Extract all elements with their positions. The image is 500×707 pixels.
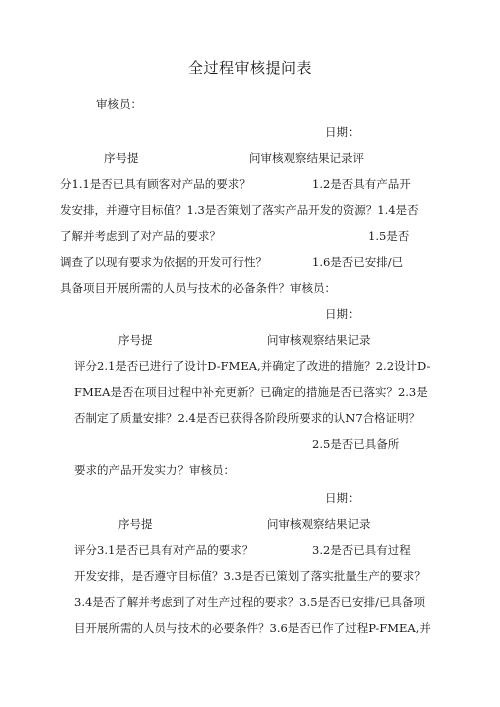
text-line: FMEA是否在项目过程中补充更新？已确定的措施是否已落实？2.3是 <box>74 385 428 399</box>
table-header-right: 问审核观察结果记录评 <box>249 151 364 165</box>
table-header-left: 序号提 <box>104 151 139 165</box>
table-header-left: 序号提 <box>118 517 153 531</box>
date-label: 日期： <box>325 491 360 505</box>
date-label: 日期： <box>325 307 360 321</box>
text-line: 目开展所需的人员与技术的必要条件？3.6是否已作了过程P-FMEA,并 <box>74 621 431 635</box>
table-header-right: 问审核观察结果记录 <box>267 333 371 347</box>
text-line: 具备项目开展所需的人员与技术的必备条件？审核员： <box>60 281 336 295</box>
text-line: 2.5是否已具备所 <box>312 437 400 451</box>
text-line: 1.5是否 <box>368 229 410 243</box>
text-line: 3.4是否了解并考虑到了对生产过程的要求？3.5是否已安排/已具备项 <box>74 595 425 609</box>
date-label: 日期： <box>325 125 360 139</box>
text-line: 1.2是否具有产品开 <box>312 177 411 191</box>
text-line: 否制定了质量安排？2.4是否已获得各阶段所要求的认N7合格证明？ <box>74 411 421 425</box>
text-line: 3.2是否已具有过程 <box>312 543 411 557</box>
text-line: 评分2.1是否已进行了设计D-FMEA,并确定了改进的措施？2.2设计D- <box>74 359 431 373</box>
text-line: 分1.1是否已具有顾客对产品的要求？ <box>60 177 251 191</box>
text-line: 要求的产品开发实力？审核员： <box>74 463 235 477</box>
table-header-right: 问审核观察结果记录 <box>267 517 371 531</box>
document-title: 全过程审核提问表 <box>187 59 312 77</box>
text-line: 了解并考虑到了对产品的要求？ <box>60 229 221 243</box>
text-line: 评分3.1是否已具有对产品的要求？ <box>74 543 254 557</box>
text-line: 开发安排，是否遵守目标值？3.3是否已策划了落实批量生产的要求？ <box>74 569 426 583</box>
table-header-left: 序号提 <box>118 333 153 347</box>
text-line: 1.6是否已安排/已 <box>312 255 404 269</box>
text-line: 发安排，并遵守目标值？1.3是否策划了落实产品开发的资源？1.4是否 <box>60 203 419 217</box>
text-line: 调查了以现有要求为依据的开发可行性？ <box>60 255 267 269</box>
auditor-label: 审核员： <box>96 97 142 111</box>
